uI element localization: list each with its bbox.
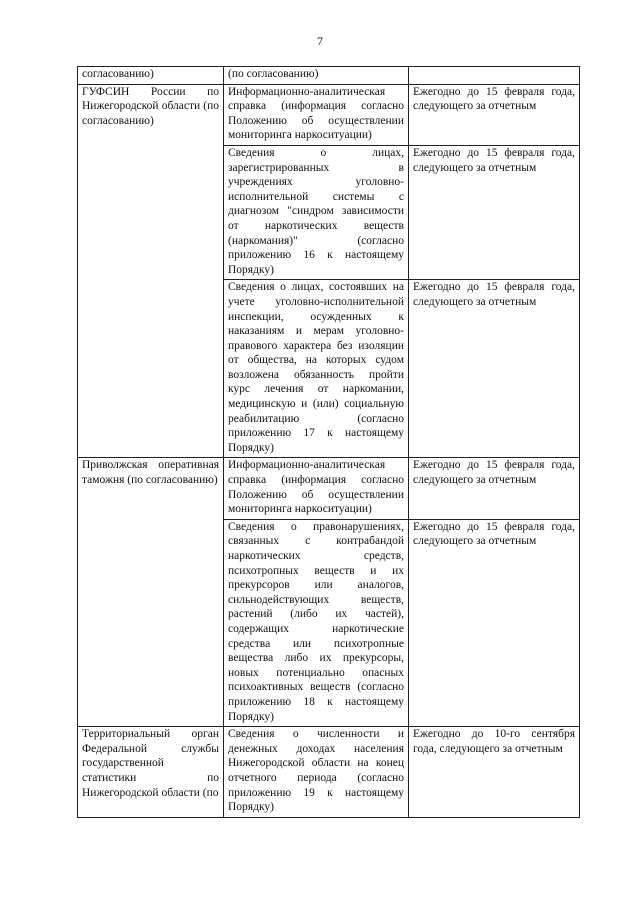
document-cell: (по согласованию): [224, 67, 409, 85]
deadline-cell: Ежегодно до 15 февраля года, следующего за отчетным: [409, 519, 580, 726]
deadline-cell: Ежегодно до 15 февраля года, следующего за отчетным: [409, 458, 580, 519]
organization-cell: согласованию): [78, 67, 224, 85]
deadline-cell: [409, 67, 580, 85]
document-cell: Информационно-аналитическая справка (информация согласно Положению об осуществлении мониторинга наркоситуации): [224, 458, 409, 519]
deadline-cell: Ежегодно до 10-го сентября года, следующего за отчетным: [409, 727, 580, 818]
organization-cell: ГУФСИН России по Нижегородской области (по согласованию): [78, 84, 224, 458]
document-cell: Информационно-аналитическая справка (информация согласно Положению об осуществлении мониторинга наркоситуации): [224, 84, 409, 145]
document-cell: Сведения о правонарушениях, связанных с контрабандой наркотических средств, психотропных веществ и их прекурсоров или аналогов, сильнодействующих веществ, растений (либо их частей), содержащих наркотические средства или психотропные вещества либо их прекурсоры, новых потенциально опасных психоактивных веществ (согласно приложению 18 к настоящему Порядку): [224, 519, 409, 726]
deadline-cell: Ежегодно до 15 февраля года, следующего за отчетным: [409, 84, 580, 145]
document-cell: Сведения о лицах, состоявших на учете уголовно-исполнительной инспекции, осужденных к наказаниям и мерам уголовно-правового характера без изоляции от общества, на которых судом возложена обязанность пройти курс лечения от наркомании, медицинскую и (или) социальную реабилитацию (согласно приложению 17 к настоящему Порядку): [224, 280, 409, 458]
document-cell: Сведения о численности и денежных доходах населения Нижегородской области на конец отчетного периода (согласно приложению 19 к настоящему Порядку): [224, 727, 409, 818]
table-row: [78, 84, 580, 145]
organization-cell: Приволжская оперативная таможня (по согласованию): [78, 458, 224, 727]
table-row: [78, 458, 580, 519]
organization-cell: Территориальный орган Федеральной службы государственной статистики по Нижегородской области (по: [78, 727, 224, 818]
table-row: [78, 727, 580, 818]
table-row: [78, 67, 580, 85]
reporting-table: [77, 66, 580, 818]
document-cell: Сведения о лицах, зарегистрированных в учреждениях уголовно-исполнительной системы с диагнозом "синдром зависимости от наркотических веществ (наркомания)" (согласно приложению 16 к настоящему Порядку): [224, 145, 409, 279]
page-number: 7: [317, 34, 323, 48]
deadline-cell: Ежегодно до 15 февраля года, следующего за отчетным: [409, 280, 580, 458]
deadline-cell: Ежегодно до 15 февраля года, следующего за отчетным: [409, 145, 580, 279]
